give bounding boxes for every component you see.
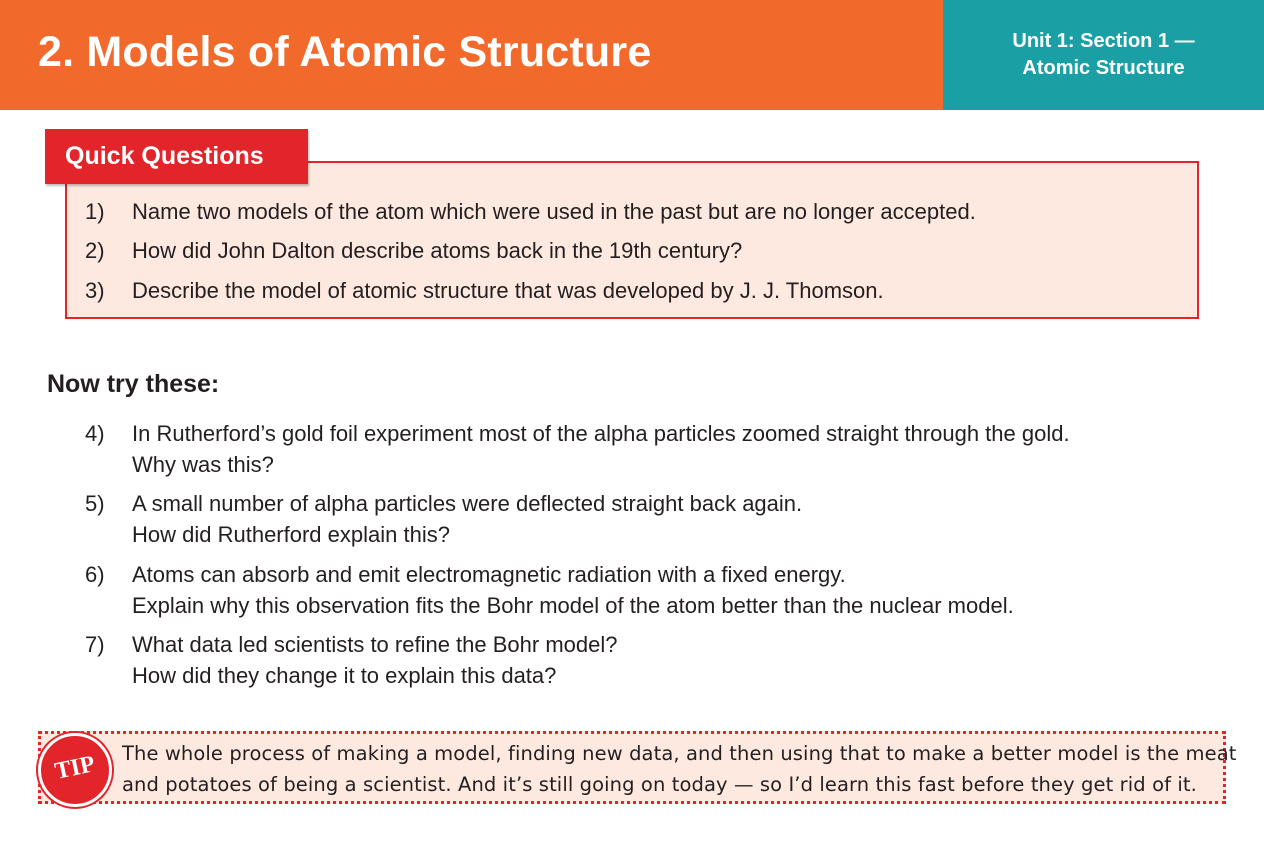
question-text: Name two models of the atom which were used in the past but are no longer accepted. xyxy=(132,199,976,224)
tip-badge-label: TIP xyxy=(52,751,98,785)
now-try-heading: Now try these: xyxy=(47,370,220,398)
question-text: How did John Dalton describe atoms back in the 19th century? xyxy=(132,238,743,263)
question-text: In Rutherford’s gold foil experiment most of the alpha particles zoomed straight through the gold. xyxy=(132,421,1070,446)
question-text: A small number of alpha particles were deflected straight back again. xyxy=(132,491,803,516)
question-number: 3) xyxy=(85,278,105,303)
question-number: 7) xyxy=(85,632,105,657)
page-title: 2. Models of Atomic Structure xyxy=(38,28,652,76)
tip-text-line: The whole process of making a model, finding new data, and then using that to make a better model is the meat xyxy=(122,742,1237,765)
question-number: 4) xyxy=(85,421,105,446)
question-text: Explain why this observation fits the Bohr model of the atom better than the nuclear model. xyxy=(132,593,1014,618)
question-text: How did they change it to explain this data? xyxy=(132,663,557,688)
question-text: What data led scientists to refine the Bohr model? xyxy=(132,632,618,657)
unit-section-line: Unit 1: Section 1 — xyxy=(1012,30,1195,52)
unit-section-badge xyxy=(943,0,1264,110)
header-band xyxy=(0,0,943,110)
question-number: 1) xyxy=(85,199,105,224)
tip-badge-icon xyxy=(38,733,112,807)
question-text: Describe the model of atomic structure that was developed by J. J. Thomson. xyxy=(132,278,884,303)
question-text: Atoms can absorb and emit electromagnetic radiation with a fixed energy. xyxy=(132,562,846,587)
question-number: 5) xyxy=(85,491,105,516)
question-text: Why was this? xyxy=(132,452,274,477)
question-number: 2) xyxy=(85,238,105,263)
unit-topic-line: Atomic Structure xyxy=(1022,57,1185,79)
question-text: How did Rutherford explain this? xyxy=(132,522,450,547)
question-number: 6) xyxy=(85,562,105,587)
quick-questions-label: Quick Questions xyxy=(45,129,308,184)
tip-text-line: and potatoes of being a scientist. And it’s still going on today — so I’d learn this fast before they get rid of it. xyxy=(122,773,1197,796)
